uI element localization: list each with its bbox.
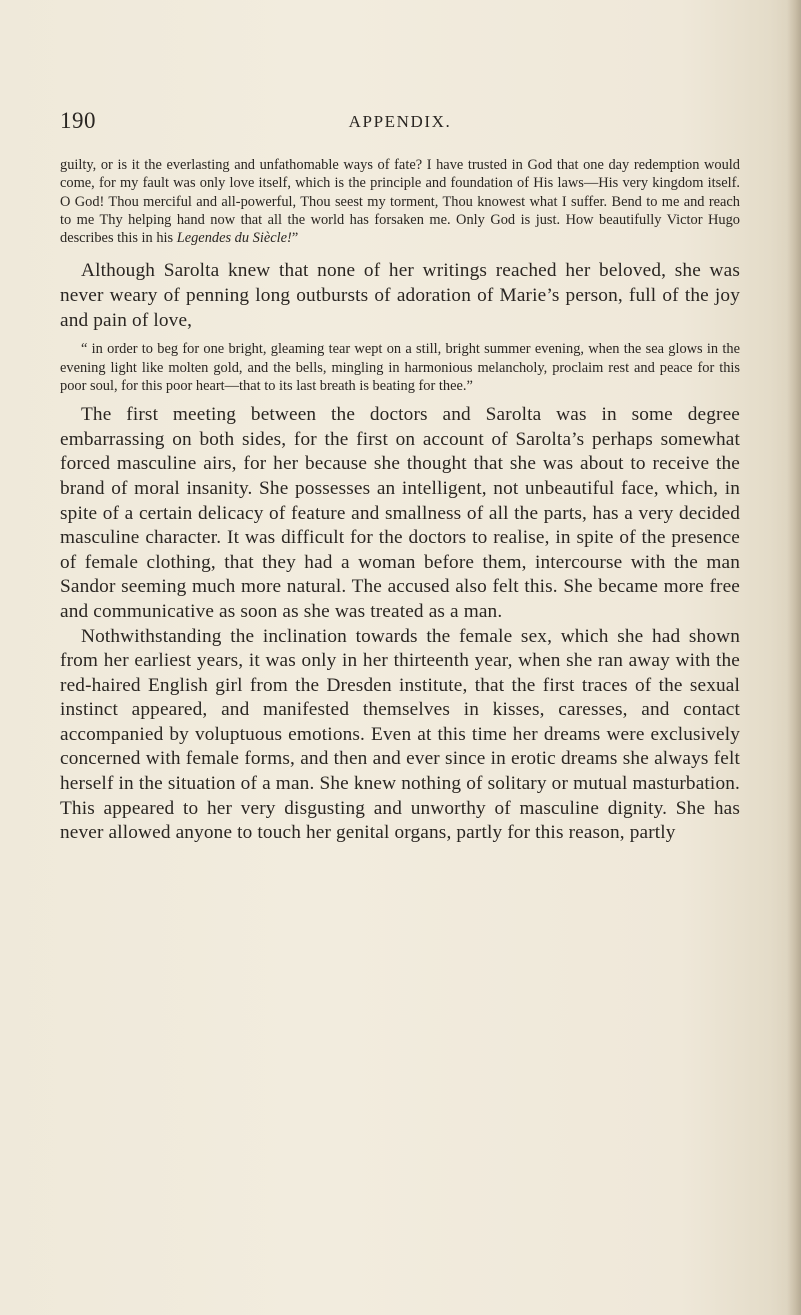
page-body: [60, 156, 740, 846]
closing-quote: ”: [291, 230, 299, 247]
body-paragraph: Nothwithstanding the inclination towards the female sex, which she had shown from her earliest years, it was only in her thirteenth year, when she ran away with the red-haired English girl from the Dresden institute, that the first traces of the sexual instinct appeared, and manifested themselves in kisses, caresses, and contact accompanied by voluptuous emotions. Even at this time her dreams were exclusively concerned with female forms, and then and ever since in erotic dreams she always felt herself in the situation of a man. She knew nothing of solitary or mutual masturbation. This appeared to her very disgusting and unworthy of masculine dignity. She has never allowed anyone to touch her genital organs, partly for this reason, partly: [60, 625, 740, 844]
body-paragraph: Although Sarolta knew that none of her writings reached her beloved, she was never weary of penning long outbursts of adoration of Marie’s person, full of the joy and pain of love,: [60, 260, 740, 331]
running-head: APPENDIX.: [348, 112, 452, 131]
book-title: Legendes du Siècle!: [176, 230, 292, 247]
quote-paragraph: “ in order to beg for one bright, gleaming tear wept on a still, bright summer evening, when the sea glows in the evening light like molten gold, and the bells, mingling in harmonious melancholy, proclaim rest and peace for this poor soul, for this poor heart—that to its last breath is beating for thee.”: [60, 341, 740, 394]
page-edge-shadow: [787, 0, 801, 1315]
page-header: [60, 108, 740, 138]
page-number: 190: [60, 108, 96, 133]
quote-text: guilty, or is it the everlasting and unfathomable ways of fate? I have trusted in God that one day redemption would come, for my fault was only love itself, which is the principle and foundation of His laws—His very kingdom itself. O God! Thou merciful and all-powerful, Thou seest my torment, Thou knowest what I suffer. Bend to me and reach to me Thy helping hand now that all the world has forsaken me. Only God is just. How beautifully Victor Hugo describes this in his: [60, 157, 740, 247]
body-paragraph: The first meeting between the doctors and Sarolta was in some degree embarrassing on both sides, for the first on account of Sarolta’s perhaps somewhat forced masculine airs, for her because she thought that she was about to receive the brand of moral insanity. She possesses an intelligent, not unbeautiful face, which, in spite of a certain delicacy of feature and smallness of all the parts, has a very decided masculine character. It was difficult for the doctors to realise, in spite of the presence of female clothing, that they had a woman before them, intercourse with the man Sandor seeming much more natural. The accused also felt this. She became more free and communicative as soon as she was treated as a man.: [60, 404, 740, 622]
quote-continuation-paragraph: [60, 156, 740, 247]
